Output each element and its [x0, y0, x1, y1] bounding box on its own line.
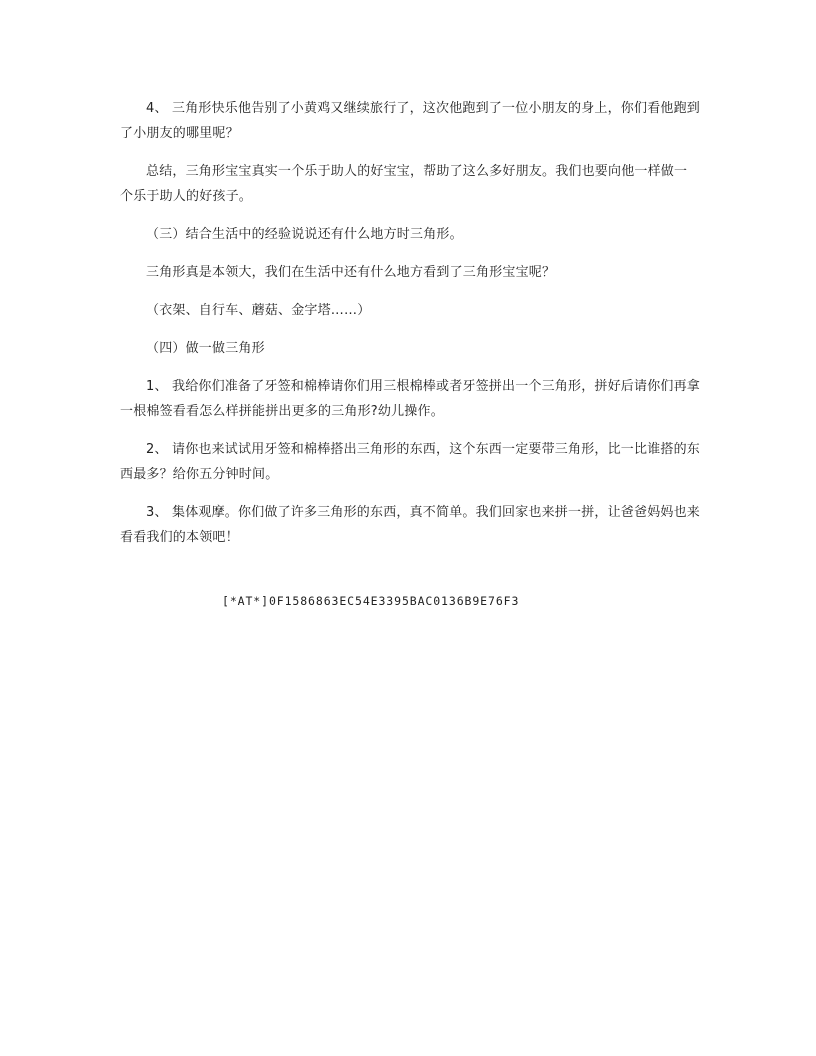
- paragraph-activity-1: 1、 我给你们准备了牙签和棉棒请你们用三根棉棒或者牙签拼出一个三角形，拼好后请你们再拿一根棉签看看怎么样拼能拼出更多的三角形?幼儿操作。: [120, 379, 701, 419]
- paragraph-examples: （衣架、自行车、蘑菇、金字塔……）: [146, 303, 371, 318]
- section-heading-3: （三）结合生活中的经验说说还有什么地方时三角形。: [146, 227, 463, 242]
- section-heading-4: （四）做一做三角形: [146, 341, 265, 356]
- paragraph-activity-2: 2、 请你也来试试用牙签和棉棒搭出三角形的东西，这个东西一定要带三角形，比一比谁搭的东西最多？给你五分钟时间。: [120, 442, 701, 482]
- paragraph-question: 三角形真是本领大，我们在生活中还有什么地方看到了三角形宝宝呢？: [146, 265, 556, 280]
- paragraph-step-4: 4、 三角形快乐他告别了小黄鸡又继续旅行了，这次他跑到了一位小朋友的身上，你们看他跑到了小朋友的哪里呢？: [120, 101, 701, 141]
- paragraph-summary: 总结，三角形宝宝真实一个乐于助人的好宝宝，帮助了这么多好朋友。我们也要向他一样做一个乐于助人的好孩子。: [120, 164, 688, 204]
- paragraph-activity-3: 3、 集体观摩。你们做了许多三角形的东西，真不简单。我们回家也来拼一拼，让爸爸妈妈也来看看我们的本领吧！: [120, 505, 701, 545]
- document-body: [120, 96, 700, 563]
- document-code: [*AT*]0F1586863EC54E3395BAC0136B9E76F3: [222, 594, 520, 608]
